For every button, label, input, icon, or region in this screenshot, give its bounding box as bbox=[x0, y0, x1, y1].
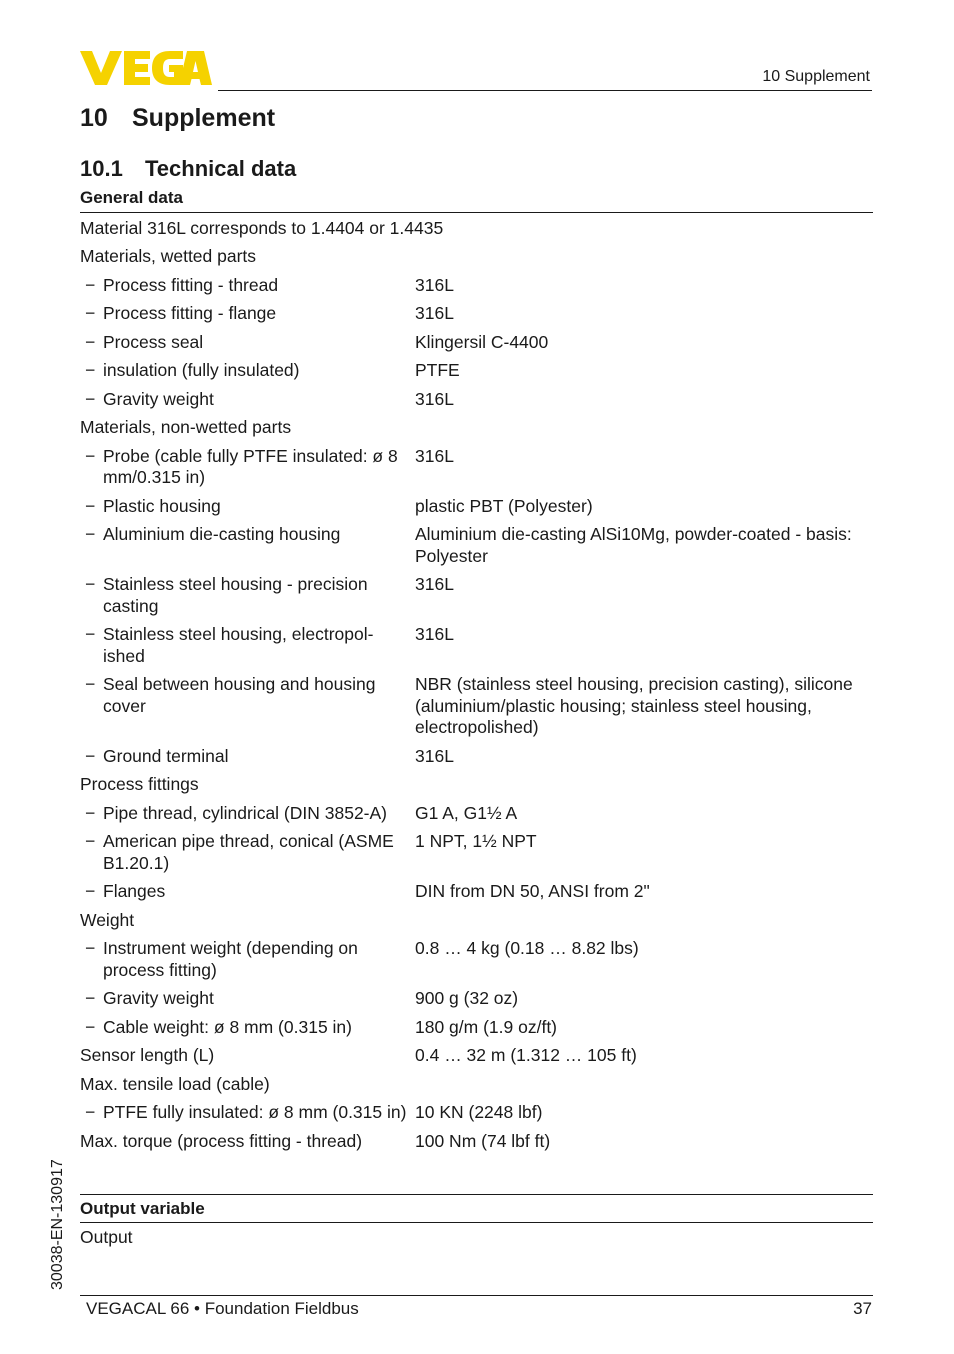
row-value: 10 KN (2248 lbf) bbox=[415, 1102, 543, 1122]
row-value: G1 A, G1½ A bbox=[415, 802, 518, 823]
list-dash: − bbox=[85, 524, 96, 544]
header-section-title: 10 Supplement bbox=[762, 68, 870, 85]
table-row bbox=[80, 214, 873, 243]
row-label-text: Stainless steel housing, electropol-ished bbox=[103, 624, 374, 666]
row-label: Material 316L corresponds to 1.4404 or 1.4435 bbox=[80, 217, 444, 238]
row-value: 180 g/m (1.9 oz/ft) bbox=[415, 1016, 558, 1037]
row-value: 0.8 … 4 kg (0.18 … 8.82 lbs) bbox=[415, 938, 639, 958]
table-row bbox=[80, 671, 873, 743]
row-label bbox=[80, 1017, 415, 1039]
list-dash: − bbox=[85, 674, 96, 694]
chapter-title: Supplement bbox=[132, 104, 276, 132]
row-label: Max. tensile load (cable) bbox=[80, 1073, 270, 1094]
list-dash: − bbox=[85, 745, 96, 766]
output-variable-heading: Output variable bbox=[80, 1199, 205, 1218]
table-row bbox=[80, 357, 873, 386]
header-divider bbox=[218, 90, 872, 91]
row-label bbox=[80, 524, 415, 567]
row-value: 316L bbox=[415, 445, 454, 466]
list-dash: − bbox=[85, 445, 96, 466]
row-value: 316L bbox=[415, 574, 454, 594]
row-label bbox=[80, 674, 415, 739]
row-value: DIN from DN 50, ANSI from 2" bbox=[415, 881, 650, 901]
list-dash: − bbox=[85, 1016, 96, 1037]
row-value: 1 NPT, 1½ NPT bbox=[415, 831, 537, 851]
row-label bbox=[80, 496, 415, 518]
table-row bbox=[80, 385, 873, 414]
footer-product: VEGACAL 66 • Foundation Fieldbus bbox=[86, 1299, 359, 1318]
row-label-text: American pipe thread, conical (ASME B1.20.1) bbox=[103, 831, 394, 873]
row-label bbox=[80, 938, 415, 981]
row-label bbox=[80, 574, 415, 617]
table-row bbox=[80, 521, 873, 571]
list-dash: − bbox=[85, 831, 96, 851]
table-row bbox=[80, 828, 873, 878]
row-label: Process fittings bbox=[80, 774, 199, 794]
section-number: 10.1 bbox=[80, 156, 123, 181]
document-code: 30038-EN-130917 bbox=[49, 1159, 66, 1290]
chapter-heading bbox=[80, 104, 275, 133]
row-label bbox=[80, 624, 415, 667]
row-value: Klingersil C-4400 bbox=[415, 331, 549, 352]
row-label: Materials, non-wetted parts bbox=[80, 417, 292, 437]
output-row-label: Output bbox=[80, 1227, 133, 1247]
table-row bbox=[80, 742, 873, 771]
list-dash: − bbox=[85, 881, 96, 901]
table-row bbox=[80, 1127, 873, 1156]
table-row bbox=[80, 300, 873, 329]
table-row bbox=[80, 571, 873, 621]
row-label bbox=[80, 1102, 415, 1124]
row-label bbox=[80, 746, 415, 768]
row-label-text: Process seal bbox=[103, 331, 204, 352]
table-row bbox=[80, 799, 873, 828]
row-value: 316L bbox=[415, 745, 454, 766]
list-dash: − bbox=[85, 388, 96, 409]
list-dash: − bbox=[85, 331, 96, 352]
table-row bbox=[80, 1013, 873, 1042]
row-value: 0.4 … 32 m (1.312 … 105 ft) bbox=[415, 1045, 637, 1065]
list-dash: − bbox=[85, 988, 96, 1008]
table-row bbox=[80, 935, 873, 985]
list-dash: − bbox=[85, 1102, 96, 1122]
row-value bbox=[256, 246, 873, 268]
row-label-text: Plastic housing bbox=[103, 495, 221, 516]
row-label: Weight bbox=[80, 909, 135, 930]
list-dash: − bbox=[85, 303, 96, 323]
row-value bbox=[270, 1074, 873, 1096]
table-row bbox=[80, 414, 873, 443]
row-label bbox=[80, 389, 415, 411]
row-label-text: Gravity weight bbox=[103, 988, 214, 1008]
row-value bbox=[291, 417, 873, 439]
row-value: 316L bbox=[415, 388, 454, 409]
chapter-number: 10 bbox=[80, 104, 108, 132]
row-label-text: Aluminium die-casting housing bbox=[103, 524, 341, 544]
list-dash: − bbox=[85, 274, 96, 295]
row-value: plastic PBT (Polyester) bbox=[415, 495, 593, 516]
row-label bbox=[80, 275, 415, 297]
general-data-heading: General data bbox=[80, 188, 183, 207]
section-title: Technical data bbox=[145, 156, 297, 181]
row-label bbox=[80, 831, 415, 874]
row-value bbox=[199, 774, 873, 796]
list-dash: − bbox=[85, 574, 96, 594]
row-label bbox=[80, 803, 415, 825]
row-label bbox=[80, 303, 415, 325]
table-row bbox=[80, 1042, 873, 1071]
row-label bbox=[80, 332, 415, 354]
row-label-text: Process fitting - thread bbox=[103, 274, 279, 295]
list-dash: − bbox=[85, 938, 96, 958]
footer-divider bbox=[80, 1295, 873, 1296]
table-row bbox=[80, 1099, 873, 1128]
row-value: 316L bbox=[415, 274, 454, 295]
row-label: Max. torque (process fitting - thread) bbox=[80, 1130, 363, 1151]
table-row bbox=[80, 243, 873, 272]
row-value: Aluminium die-casting AlSi10Mg, powder-coated - basis: Polyester bbox=[415, 524, 852, 566]
page-number: 37 bbox=[853, 1299, 872, 1318]
row-label bbox=[80, 446, 415, 489]
row-label bbox=[80, 360, 415, 382]
list-dash: − bbox=[85, 360, 96, 380]
row-label: Materials, wetted parts bbox=[80, 246, 257, 266]
table-row bbox=[80, 906, 873, 935]
table-row bbox=[80, 985, 873, 1014]
general-data-divider bbox=[80, 212, 873, 213]
row-value: 100 Nm (74 lbf ft) bbox=[415, 1130, 551, 1151]
table-row bbox=[80, 271, 873, 300]
table-row bbox=[80, 878, 873, 907]
row-label-text: Seal between housing and housing cover bbox=[103, 674, 376, 716]
technical-data-table bbox=[80, 214, 873, 1156]
row-label-text: Process fitting - flange bbox=[103, 303, 277, 323]
row-value: 316L bbox=[415, 624, 454, 644]
row-label-text: Gravity weight bbox=[103, 388, 214, 409]
row-label bbox=[80, 881, 415, 903]
list-dash: − bbox=[85, 802, 96, 823]
table-row bbox=[80, 621, 873, 671]
table-row bbox=[80, 442, 873, 492]
row-label-text: Ground terminal bbox=[103, 745, 229, 766]
output-variable-divider bbox=[80, 1222, 873, 1223]
row-value bbox=[443, 218, 873, 240]
list-dash: − bbox=[85, 624, 96, 644]
table-row bbox=[80, 771, 873, 800]
row-value bbox=[134, 910, 873, 932]
row-value: 900 g (32 oz) bbox=[415, 988, 519, 1008]
section-heading bbox=[80, 156, 296, 182]
row-value: PTFE bbox=[415, 360, 460, 380]
row-value: NBR (stainless steel housing, precision casting), silicone (aluminium/plastic housing; stainless steel housing, electropolished) bbox=[415, 674, 853, 737]
list-dash: − bbox=[85, 495, 96, 516]
row-label-text: Cable weight: ø 8 mm (0.315 in) bbox=[103, 1016, 352, 1037]
row-label-text: Stainless steel housing - precision casting bbox=[103, 574, 368, 616]
row-label bbox=[80, 988, 415, 1010]
row-label-text: Probe (cable fully PTFE insulated: ø 8 mm/0.315 in) bbox=[103, 445, 398, 487]
row-label-text: Pipe thread, cylindrical (DIN 3852-A) bbox=[103, 802, 388, 823]
row-label-text: Flanges bbox=[103, 881, 166, 901]
vega-logo bbox=[80, 51, 212, 85]
row-label-text: Instrument weight (depending on process fitting) bbox=[103, 938, 358, 980]
table-row bbox=[80, 1070, 873, 1099]
row-value: 316L bbox=[415, 303, 454, 323]
output-variable-top-divider bbox=[80, 1194, 873, 1195]
table-row bbox=[80, 492, 873, 521]
row-label-text: insulation (fully insulated) bbox=[103, 360, 300, 380]
row-label-text: PTFE fully insulated: ø 8 mm (0.315 in) bbox=[103, 1102, 407, 1122]
row-label: Sensor length (L) bbox=[80, 1045, 215, 1065]
table-row bbox=[80, 328, 873, 357]
